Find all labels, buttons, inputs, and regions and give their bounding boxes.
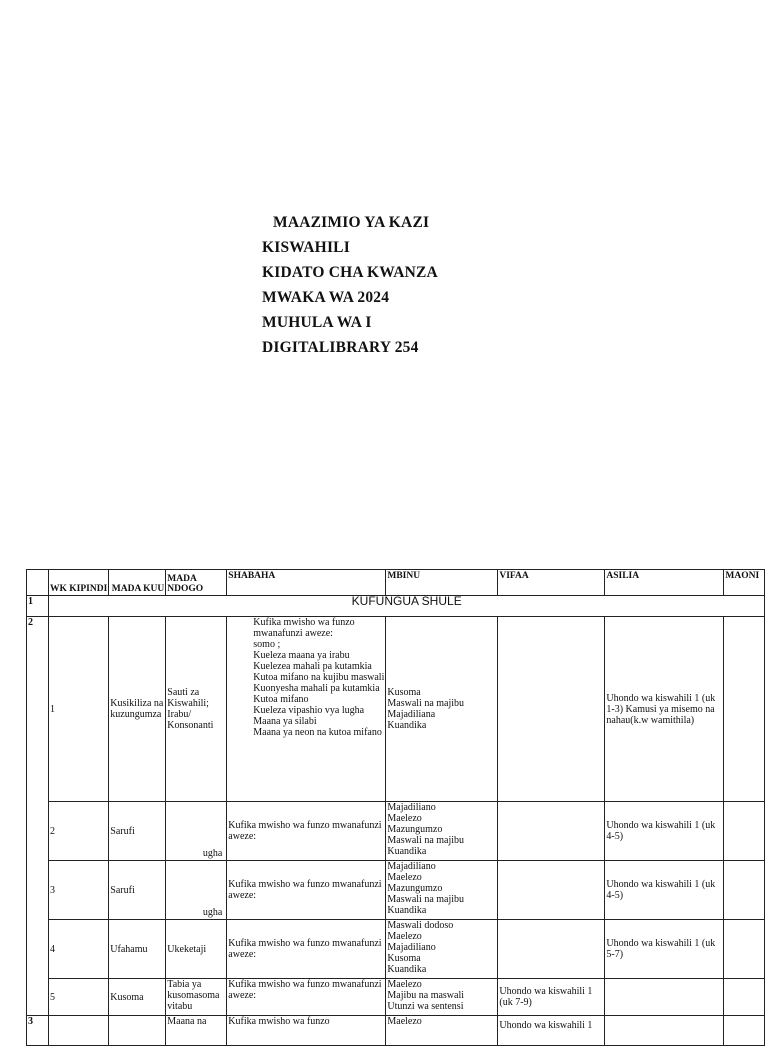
objective-line: Kutoa mifano: [253, 694, 309, 705]
title-line: MAAZIMIO YA KAZI: [273, 214, 430, 231]
table-row: [27, 1016, 765, 1046]
method-line: Utunzi wa sentensi: [387, 1001, 464, 1012]
table-row: [27, 617, 765, 802]
method-line: Majadiliano: [387, 802, 436, 813]
topic-cell: Ufahamu: [109, 920, 166, 979]
form-line: KIDATO CHA KWANZA: [262, 264, 438, 281]
topic-cell: Sarufi: [109, 861, 166, 920]
subtopic-cell: Maana na: [166, 1016, 227, 1046]
method-line: Maswali na majibu: [387, 698, 465, 709]
topic-cell: [109, 1016, 166, 1046]
references-cell: [605, 979, 724, 1016]
method-line: Maelezo: [387, 979, 422, 990]
subtopic-fragment: ugha: [202, 848, 223, 859]
lesson-number: 2: [49, 802, 109, 861]
resources-cell: Uhondo wa kiswahili 1: [498, 1016, 605, 1046]
method-line: Kuandika: [387, 964, 427, 975]
week-banner: KUFUNGUA SHULE: [49, 596, 765, 617]
objective-line: Kutoa mifano na kujibu maswali: [253, 672, 385, 683]
objective-line: Kufika mwisho wa funzo mwanafunzi aweze:: [253, 617, 355, 639]
subtopic-fragment: ugha: [202, 907, 223, 918]
objectives-cell: Kufika mwisho wa funzo mwanafunzi aweze:: [227, 920, 386, 979]
subtopic-cell: [166, 802, 227, 861]
topic-cell: Sarufi: [109, 802, 166, 861]
header-mbinu: MBINU: [386, 570, 498, 596]
resources-cell: Uhondo wa kiswahili 1 (uk 7-9): [498, 979, 605, 1016]
lesson-number: [49, 1016, 109, 1046]
method-line: Kuandika: [387, 905, 427, 916]
subtopic-cell: Sauti za Kiswahili; Irabu/ Konsonanti: [166, 617, 227, 802]
remarks-cell: [724, 861, 765, 920]
method-line: Maelezo: [387, 813, 422, 824]
method-line: Kuandika: [387, 846, 427, 857]
references-cell: Uhondo wa kiswahili 1 (uk 4-5): [605, 802, 724, 861]
header-shabaha: SHABAHA: [227, 570, 386, 596]
topic-cell: Kusikiliza na kuzungumza: [109, 617, 166, 802]
header-vifaa: VIFAA: [498, 570, 605, 596]
method-line: Maswali dodoso: [387, 920, 454, 931]
header-wk-kipindi: WK KIPINDI: [49, 570, 109, 596]
header-mada-ndogo: MADA NDOGO: [166, 570, 227, 596]
method-line: Majadiliano: [387, 942, 436, 953]
subject-line: KISWAHILI: [262, 239, 350, 256]
table-row: [27, 596, 765, 617]
remarks-cell: [724, 802, 765, 861]
methods-cell: Maelezo: [386, 1016, 498, 1046]
header-maoni: MAONI: [724, 570, 765, 596]
subtopic-cell: Tabia ya kusomasoma vitabu: [166, 979, 227, 1016]
references-cell: Uhondo wa kiswahili 1 (uk 5-7): [605, 920, 724, 979]
objective-line: Maana ya neon na kutoa mifano: [253, 727, 382, 738]
method-line: Mazungumzo: [387, 824, 443, 835]
week-number: 2: [27, 617, 49, 1016]
resources-cell: [498, 920, 605, 979]
resources-cell: [498, 617, 605, 802]
methods-cell: [386, 861, 498, 920]
year-line: MWAKA WA 2024: [262, 289, 390, 306]
objective-line: Kueleza maana ya irabu: [253, 650, 350, 661]
method-line: Majadiliana: [387, 709, 436, 720]
references-cell: [605, 1016, 724, 1046]
references-cell: Uhondo wa kiswahili 1 (uk 4-5): [605, 861, 724, 920]
table-row: [27, 920, 765, 979]
lesson-number: 3: [49, 861, 109, 920]
method-line: Maswali na majibu: [387, 835, 465, 846]
scheme-of-work-table: [26, 569, 765, 1046]
week-number: 3: [27, 1016, 49, 1046]
references-cell: Uhondo wa kiswahili 1 (uk 1-3) Kamusi ya misemo na nahau(k.w wamithila): [605, 617, 724, 802]
table-header-row: [27, 570, 765, 596]
remarks-cell: [724, 617, 765, 802]
objective-line: Kuelezea mahali pa kutamkia: [253, 661, 372, 672]
resources-cell: [498, 861, 605, 920]
method-line: Kuandika: [387, 720, 427, 731]
week-number: 1: [27, 596, 49, 617]
methods-cell: [386, 979, 498, 1016]
header-mada-kuu: MADA KUU: [109, 570, 166, 596]
lesson-number: 5: [49, 979, 109, 1016]
objectives-cell: Kufika mwisho wa funzo mwanafunzi aweze:: [227, 861, 386, 920]
method-line: Majibu na maswali: [387, 990, 465, 1001]
objective-line: Kueleza vipashio vya lugha: [253, 705, 365, 716]
method-line: Maelezo: [387, 872, 422, 883]
method-line: Maswali na majibu: [387, 894, 465, 905]
table-row: [27, 861, 765, 920]
objectives-cell: Kufika mwisho wa funzo mwanafunzi aweze:: [227, 979, 386, 1016]
objective-line: Kuonyesha mahali pa kutamkia: [253, 683, 380, 694]
method-line: Kusoma: [387, 687, 421, 698]
resources-cell: [498, 802, 605, 861]
methods-cell: [386, 617, 498, 802]
lesson-number: 4: [49, 920, 109, 979]
remarks-cell: [724, 1016, 765, 1046]
lesson-number: 1: [49, 617, 109, 802]
header-asilia: ASILIA: [605, 570, 724, 596]
remarks-cell: [724, 979, 765, 1016]
method-line: Majadiliano: [387, 861, 436, 872]
objectives-cell: Kufika mwisho wa funzo mwanafunzi aweze:: [227, 802, 386, 861]
remarks-cell: [724, 920, 765, 979]
term-line: MUHULA WA I: [262, 314, 372, 331]
header-wk: [27, 570, 49, 596]
objective-line: Maana ya silabi: [253, 716, 317, 727]
subtopic-cell: Ukeketaji: [166, 920, 227, 979]
document-title-block: [262, 210, 438, 360]
method-line: Mazungumzo: [387, 883, 443, 894]
table-row: [27, 979, 765, 1016]
objective-line: somo ;: [253, 639, 281, 650]
methods-cell: [386, 920, 498, 979]
methods-cell: [386, 802, 498, 861]
topic-cell: Kusoma: [109, 979, 166, 1016]
objectives-cell: Kufika mwisho wa funzo: [227, 1016, 386, 1046]
subtopic-cell: [166, 861, 227, 920]
table-row: [27, 802, 765, 861]
source-line: DIGITALIBRARY 254: [262, 339, 419, 356]
objectives-cell: [227, 617, 386, 802]
method-line: Maelezo: [387, 931, 422, 942]
method-line: Kusoma: [387, 953, 421, 964]
